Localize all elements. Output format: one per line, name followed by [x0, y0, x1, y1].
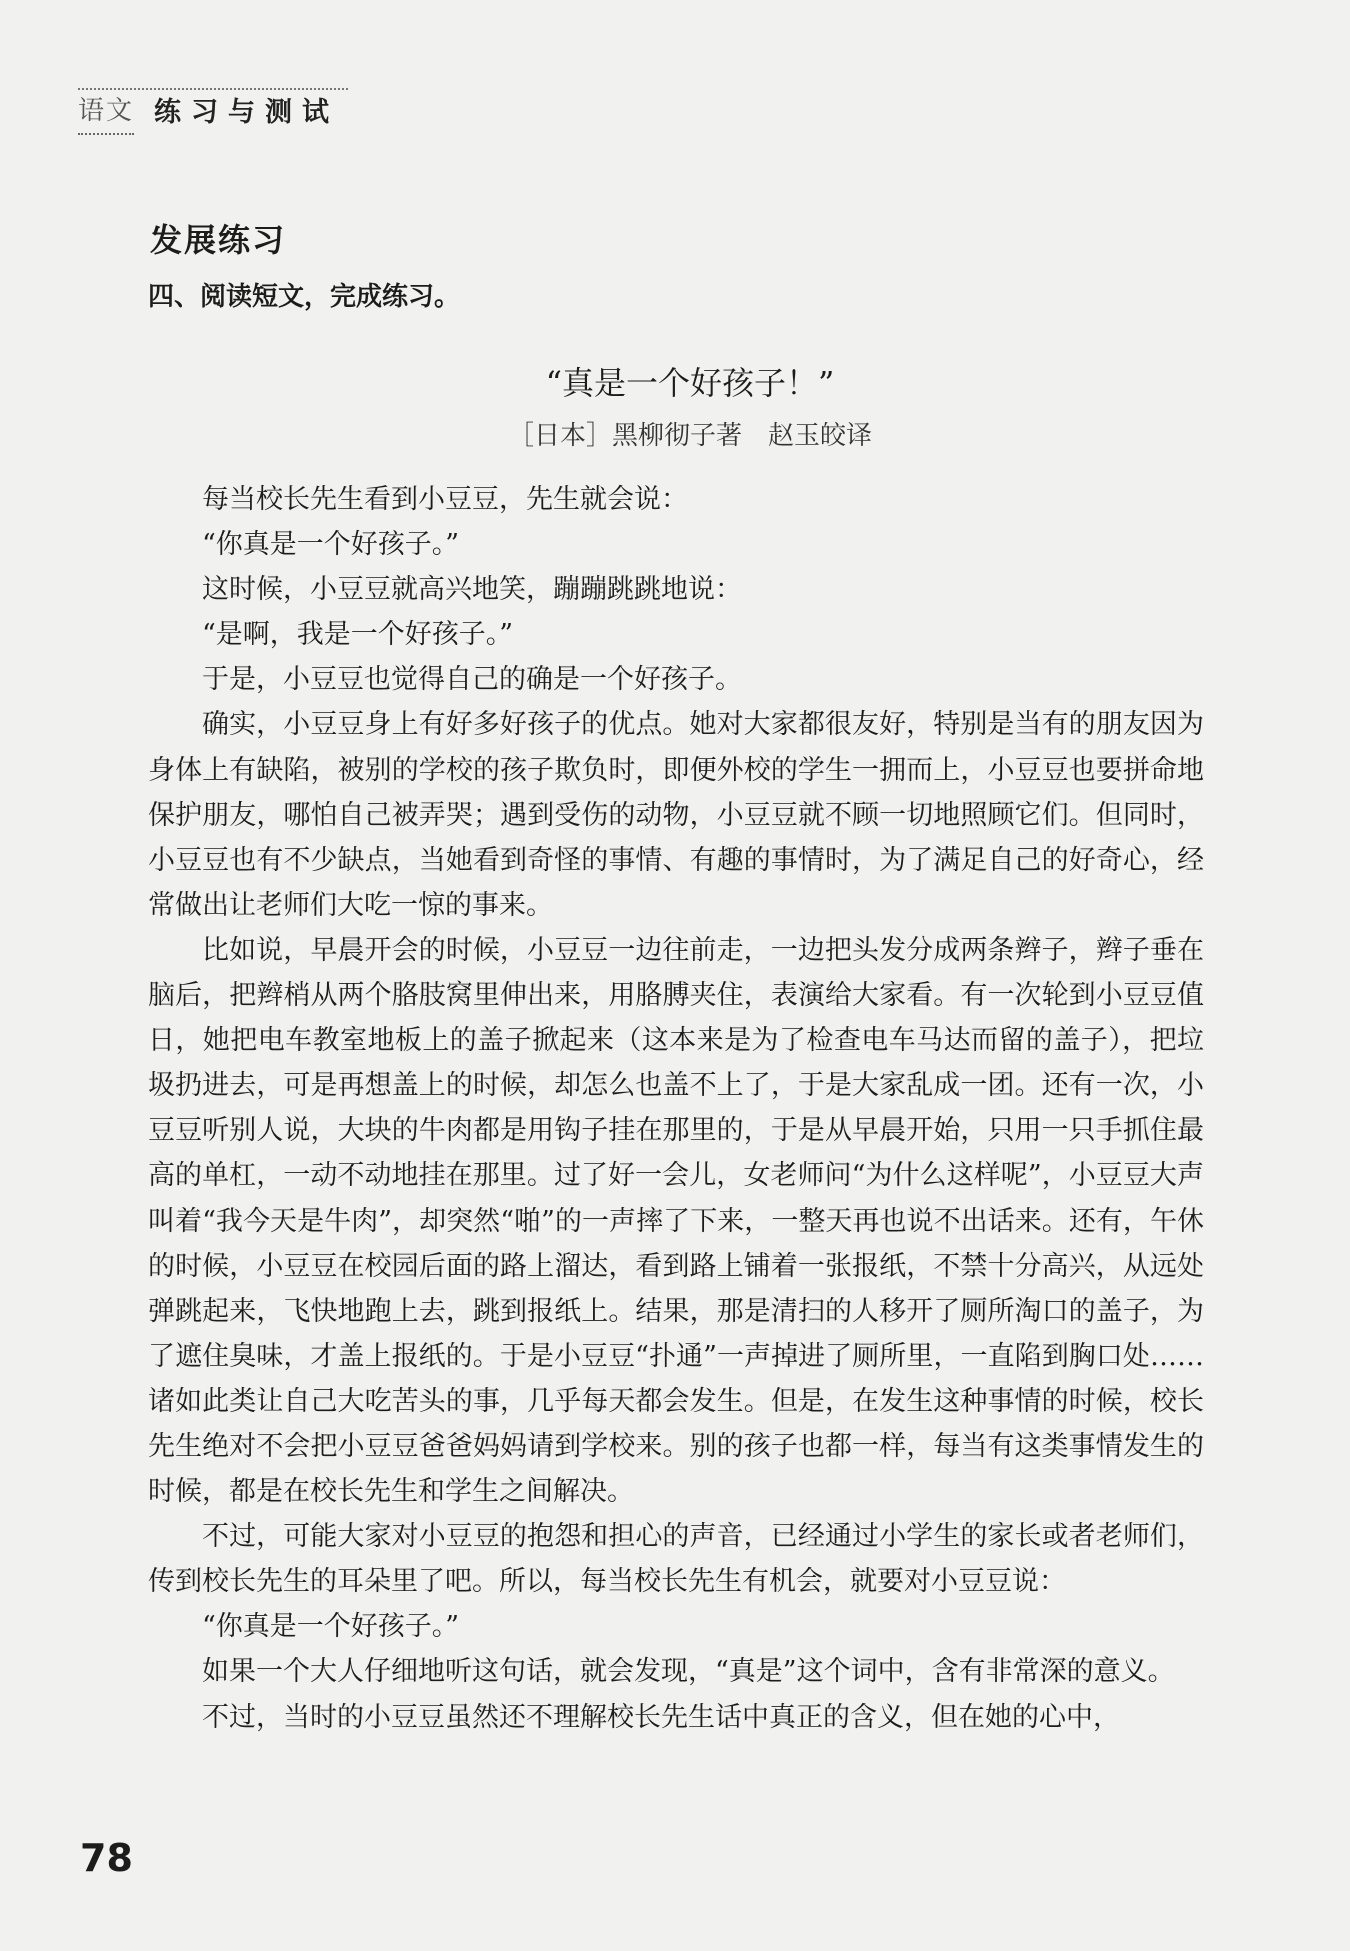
paragraph: “你真是一个好孩子。”	[202, 529, 460, 561]
paragraph: 每当校长先生看到小豆豆，先生就会说：	[202, 484, 688, 515]
paragraph: 如果一个大人仔细地听这句话，就会发现，“真是”这个词中，含有非常深的意义。	[202, 1656, 1175, 1688]
paragraph: 确实，小豆豆身上有好多好孩子的优点。她对大家都很友好，特别是当有的朋友因为身体上有缺陷，被别的学校的孩子欺负时，即便外校的学生一拥而上，小豆豆也要拼命地保护朋友，哪怕自己被弄哭；遇到受伤的动物，小豆豆就不顾一切地照顾它们。但同时，小豆豆也有不少缺点，当她看到奇怪的事情、有趣的事情时，为了满足自己的好奇心，经常做出让老师们大吃一惊的事来。	[148, 709, 1204, 921]
paragraph: “是啊，我是一个好孩子。”	[202, 619, 514, 651]
paragraph: 这时候，小豆豆就高兴地笑，蹦蹦跳跳地说：	[202, 574, 742, 606]
page-number: 78	[80, 1836, 133, 1880]
section-title: 发展练习	[150, 221, 287, 259]
article-title: “真是一个好孩子！”	[545, 364, 835, 402]
question-prompt: 四、阅读短文，完成练习。	[148, 282, 461, 312]
paragraph: 于是，小豆豆也觉得自己的确是一个好孩子。	[202, 664, 742, 696]
paragraph: “你真是一个好孩子。”	[202, 1611, 460, 1643]
paragraph: 不过，当时的小豆豆虽然还不理解校长先生话中真正的含义，但在她的心中，	[202, 1701, 1120, 1733]
header-subject: 语文	[78, 90, 134, 135]
paragraph: 不过，可能大家对小豆豆的抱怨和担心的声音，已经通过小学生的家长或者老师们，传到校长先生的耳朵里了吧。所以，每当校长先生有机会，就要对小豆豆说：	[148, 1521, 1204, 1598]
article-body	[148, 477, 1204, 1740]
paragraph: 比如说，早晨开会的时候，小豆豆一边往前走，一边把头发分成两条辫子，辫子垂在脑后，把辫梢从两个胳肢窝里伸出来，用胳膊夹住，表演给大家看。有一次轮到小豆豆值日，她把电车教室地板上的盖子掀起来（这本来是为了检查电车马达而留的盖子），把垃圾扔进去，可是再想盖上的时候，却怎么也盖不上了，于是大家乱成一团。还有一次，小豆豆听别人说，大块的牛肉都是用钩子挂在那里的，于是从早晨开始，只用一只手抓住最高的单杠，一动不动地挂在那里。过了好一会儿，女老师问“为什么这样呢”，小豆豆大声叫着“我今天是牛肉”，却突然“啪”的一声摔了下来，一整天再也说不出话来。还有，午休的时候，小豆豆在校园后面的路上溜达，看到路上铺着一张报纸，不禁十分高兴，从远处弹跳起来，飞快地跑上去，跳到报纸上。结果，那是清扫的人移开了厕所淘口的盖子，为了遮住臭味，才盖上报纸的。于是小豆豆“扑通”一声掉进了厕所里，一直陷到胸口处……诸如此类让自己大吃苦头的事，几乎每天都会发生。但是，在发生这种事情的时候，校长先生绝对不会把小豆豆爸爸妈妈请到学校来。别的孩子也都一样，每当有这类事情发生的时候，都是在校长先生和学生之间解决。	[148, 934, 1204, 1508]
article-byline: ［日本］黑柳彻子著 赵玉皎译	[507, 421, 872, 451]
page-header	[78, 90, 339, 135]
header-book-title: 练习与测试	[154, 97, 340, 128]
